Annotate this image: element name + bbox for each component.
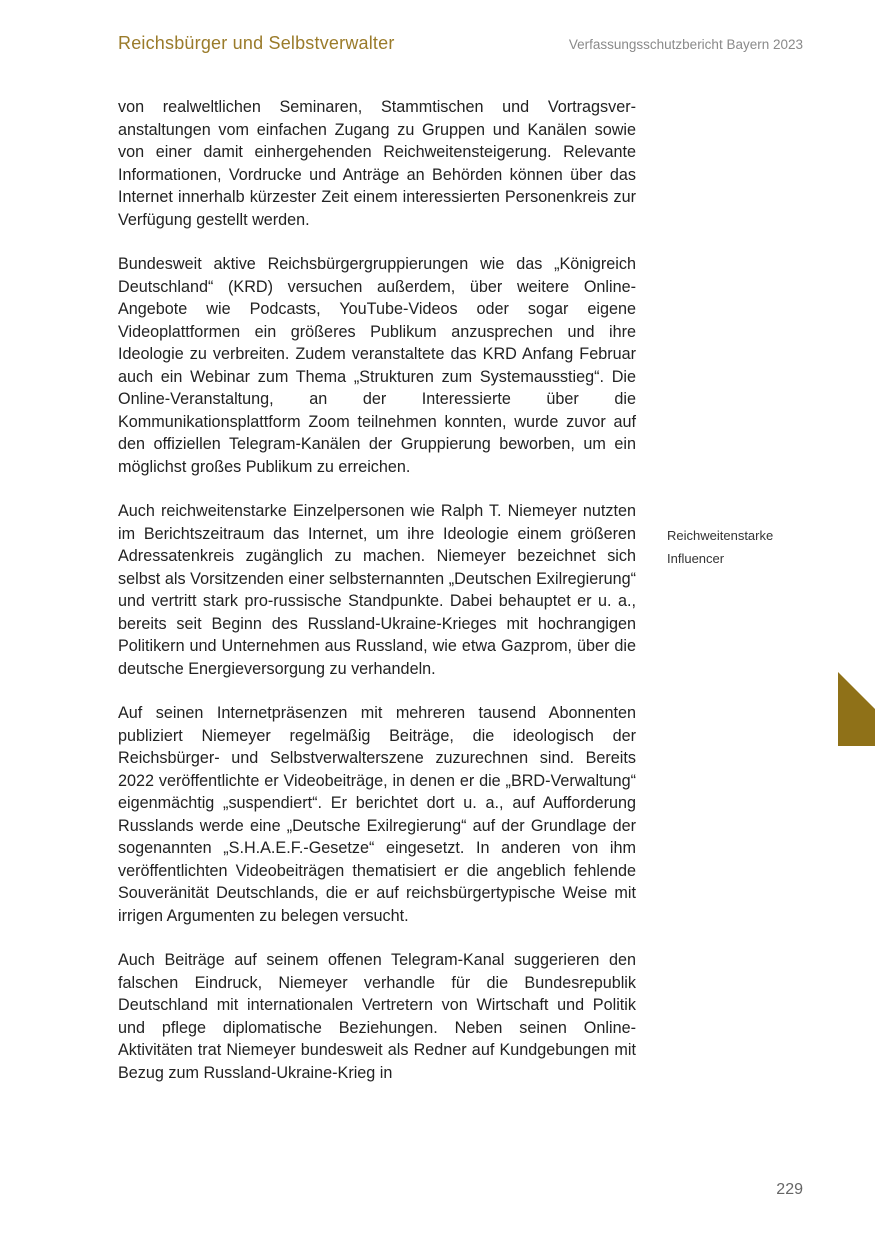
margin-note (667, 524, 817, 570)
margin-note-line: Reichweitenstarke (667, 528, 774, 543)
paragraph: Auf seinen Internetpräsenzen mit mehreren tausend Abonnenten publiziert Niemeyer regelmäßig Beiträge, die ideologisch der Reichsbürger- und Selbstverwalterszene zuzurechnen sind. Bereits 2022 veröffentlichte er Videobeiträge, in denen er die „BRD-Verwaltung“ eigenmächtig „suspendiert“. Er berichtet dort u. a., auf Aufforderung Russlands werde eine „Deutsche Exilregierung“ auf der Grundlage der sogenannten „S.H.A.E.F.-Gesetze“ eingesetzt. In anderen von ihm veröffentlichten Videobeiträgen thematisiert er die angeblich fehlende Souveränität Deutschlands, die er auf reichsbürgertypische Weise mit irrigen Argumenten zu belegen versucht. (118, 704, 636, 925)
paragraph: von realweltlichen Seminaren, Stammtischen und Vortragsveranstaltungen vom einfachen Zugang zu Gruppen und Kanälen sowie von einer damit einhergehenden Reichweitensteigerung. Relevante Informationen, Vordrucke und Anträge an Behörden können über das Internet innerhalb kürzester Zeit einem interessierten Personenkreis zur Verfügung gestellt werden. (118, 98, 636, 229)
page-number: 229 (776, 1181, 803, 1198)
body-text (118, 96, 636, 1106)
paragraph: Bundesweit aktive Reichsbürgergruppierungen wie das „Königreich Deutschland“ (KRD) versuchen außerdem, über weitere Online-Angebote wie Podcasts, YouTube-Videos oder sogar eigene Videoplattformen ein größeres Publikum anzusprechen und ihre Ideologie zu verbreiten. Zudem veranstaltete das KRD Anfang Februar auch ein Webinar zum Thema „Strukturen zum Systemausstieg“. Die Online-Veranstaltung, an der Interessierte über die Kommunikationsplattform Zoom teilnehmen konnten, wurde zuvor auf den offiziellen Telegram-Kanälen der Gruppierung beworben, um ein möglichst großes Publikum zu erreichen. (118, 255, 636, 476)
margin-note-line: Influencer (667, 551, 725, 566)
chapter-tab-shape (838, 672, 875, 746)
section-title: Reichsbürger und Selbstverwalter (118, 33, 395, 53)
chapter-tab-marker (838, 672, 875, 746)
paragraph: Auch Beiträge auf seinem offenen Telegram-Kanal suggerieren den falschen Eindruck, Niemeyer verhandle für die Bundesrepublik Deutschland mit internationalen Vertretern von Wirtschaft und Politik und pflege diplomatische Beziehungen. Neben seinen Online-Aktivitäten trat Niemeyer bundesweit als Redner auf Kundgebungen mit Bezug zum Russland-Ukraine-Krieg in (118, 951, 636, 1082)
report-title: Verfassungsschutzbericht Bayern 2023 (568, 37, 803, 52)
paragraph: Auch reichweitenstarke Einzelpersonen wie Ralph T. Niemeyer nutzten im Berichtszeitraum das Internet, um ihre Ideologie einem größeren Adressatenkreis zugänglich zu machen. Niemeyer bezeichnet sich selbst als Vorsitzenden einer selbsternannten „Deutschen Exilregierung“ und vertritt stark pro-russische Standpunkte. Dabei behauptet er u. a., bereits seit Beginn des Russland-Ukraine-Krieges mit hochrangigen Politikern und Unternehmen aus Russland, wie etwa Gazprom, über die deutsche Energieversorgung zu verhandeln. (118, 502, 636, 678)
